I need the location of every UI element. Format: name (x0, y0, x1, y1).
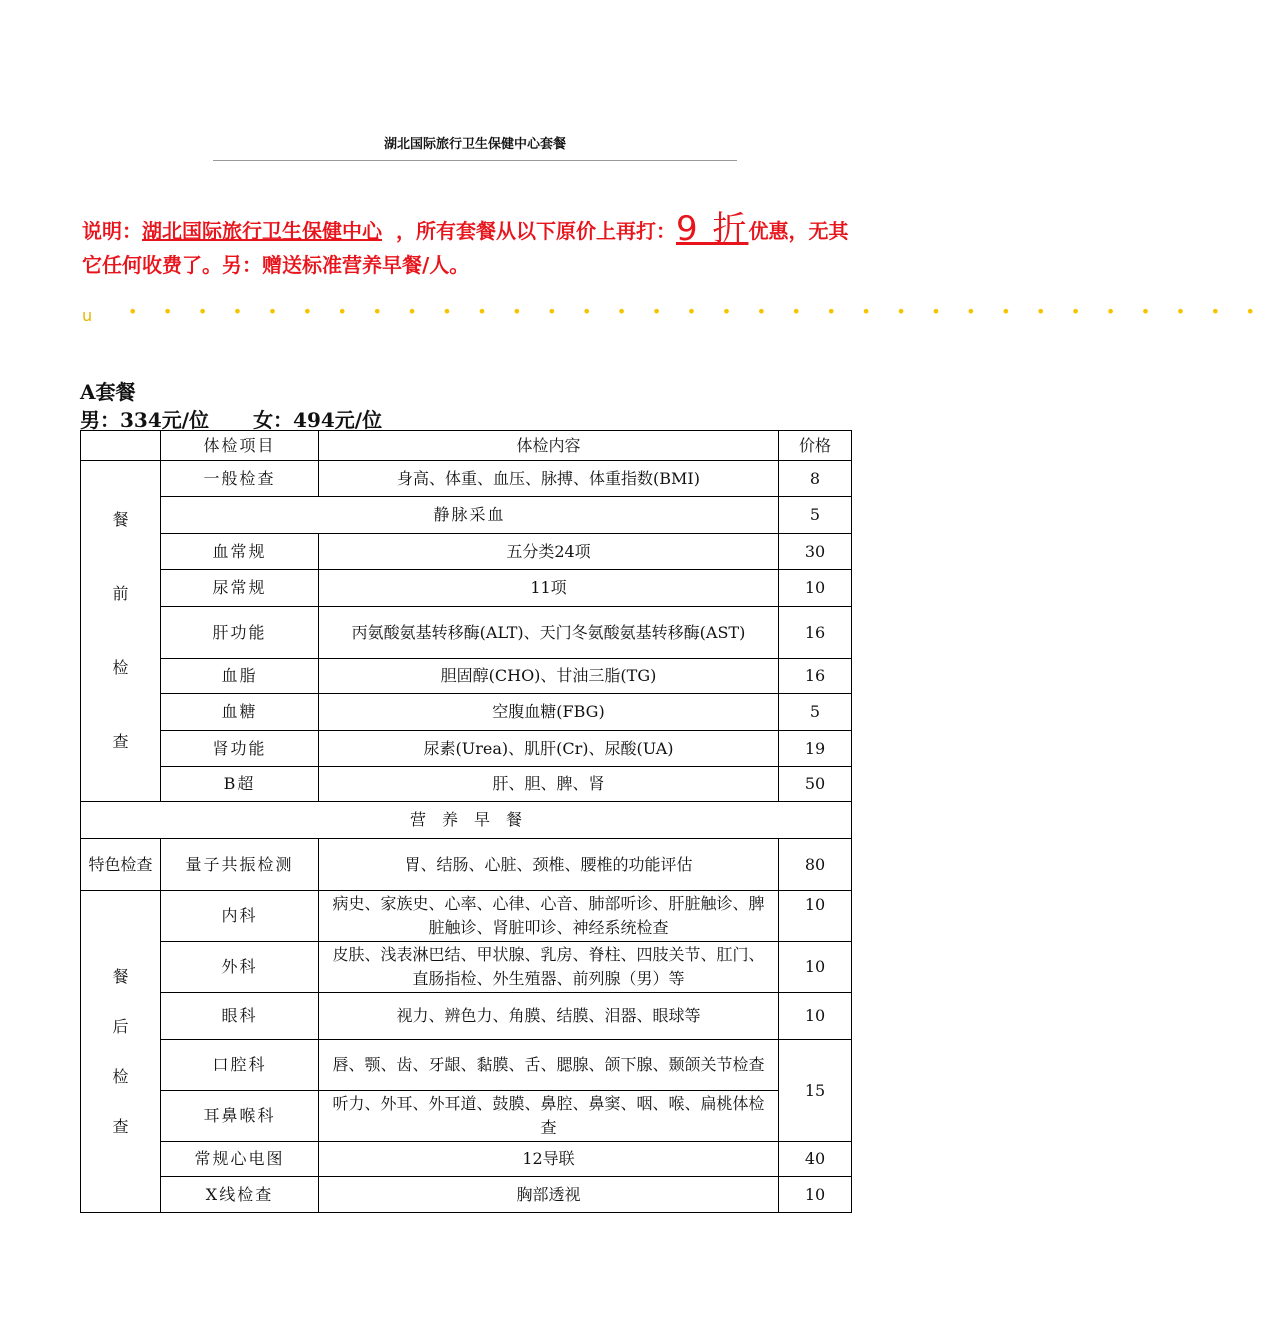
item-price: 8 (779, 461, 852, 497)
table-row (81, 1091, 852, 1142)
item-content: 空腹血糖(FBG) (319, 694, 779, 731)
item-price: 16 (779, 659, 852, 694)
header-item: 体检项目 (161, 431, 319, 461)
item-content: 病史、家族史、心率、心律、心音、肺部听诊、肝脏触诊、脾脏触诊、肾脏叩诊、神经系统检查 (319, 891, 779, 942)
item-content: 尿素(Urea)、肌肝(Cr)、尿酸(UA) (319, 731, 779, 767)
bullet-separator (82, 302, 1265, 330)
item-merged: 静脉采血 (161, 497, 779, 534)
item-content: 12导联 (319, 1142, 779, 1177)
item-name: 尿常规 (161, 570, 319, 607)
item-name: 耳鼻喉科 (161, 1091, 319, 1142)
pre-meal-category: 餐 前 检 查 (81, 461, 161, 802)
item-name: 肾功能 (161, 731, 319, 767)
item-content: 皮肤、浅表淋巴结、甲状腺、乳房、脊柱、四肢关节、肛门、直肠指检、外生殖器、前列腺（男）等 (319, 942, 779, 993)
table-row (81, 461, 852, 497)
table-row (81, 534, 852, 570)
item-price: 10 (779, 570, 852, 607)
item-content: 唇、颚、齿、牙龈、黏膜、舌、腮腺、颌下腺、颞颌关节检查 (319, 1040, 779, 1091)
item-content: 11项 (319, 570, 779, 607)
item-price: 80 (779, 839, 852, 891)
notice-suffix: 优惠，无其 (748, 219, 849, 243)
item-name: 口腔科 (161, 1040, 319, 1091)
header-price: 价格 (779, 431, 852, 461)
post-meal-category: 餐 后 检 查 (81, 891, 161, 1213)
discount-value: 9 折 (676, 209, 749, 249)
table-row (81, 731, 852, 767)
table-row (81, 891, 852, 942)
table-row (81, 659, 852, 694)
table-row (81, 767, 852, 802)
header-category (81, 431, 161, 461)
item-price: 10 (779, 1177, 852, 1213)
bullet-dots: • • • • • • • • • • • • • • • • • • • • • • • • • • • • • • • • • (128, 302, 1265, 321)
female-price: 女：494元/位 (253, 408, 383, 432)
item-content: 肝、胆、脾、肾 (319, 767, 779, 802)
item-name: 外科 (161, 942, 319, 993)
package-title: A套餐 (80, 380, 136, 404)
item-content: 胸部透视 (319, 1177, 779, 1213)
item-name: 常规心电图 (161, 1142, 319, 1177)
table-row (81, 497, 852, 534)
item-price: 30 (779, 534, 852, 570)
table-row (81, 607, 852, 659)
table-header-row (81, 431, 852, 461)
table-row (81, 993, 852, 1040)
item-price: 5 (779, 694, 852, 731)
notice-middle: ，所有套餐从以下原价上再打： (396, 219, 676, 243)
item-price: 10 (779, 942, 852, 993)
bullet-marker: u (82, 306, 93, 325)
item-name: 血糖 (161, 694, 319, 731)
item-content: 视力、辨色力、角膜、结膜、泪器、眼球等 (319, 993, 779, 1040)
table-row (81, 1177, 852, 1213)
item-name: 血常规 (161, 534, 319, 570)
notice-org: 湖北国际旅行卫生保健中心 (142, 219, 382, 243)
special-row (81, 839, 852, 891)
table-row (81, 1040, 852, 1091)
item-price: 50 (779, 767, 852, 802)
item-name: B超 (161, 767, 319, 802)
item-price: 5 (779, 497, 852, 534)
notice-prefix: 说明： (82, 219, 142, 243)
item-content: 身高、体重、血压、脉搏、体重指数(BMI) (319, 461, 779, 497)
item-name: 血脂 (161, 659, 319, 694)
table-row (81, 942, 852, 993)
item-name: 量子共振检测 (161, 839, 319, 891)
item-content: 丙氨酸氨基转移酶(ALT)、天门冬氨酸氨基转移酶(AST) (319, 607, 779, 659)
special-category: 特色检查 (81, 839, 161, 891)
exam-table (80, 430, 852, 1213)
item-name: 一般检查 (161, 461, 319, 497)
breakfast-label: 营 养 早 餐 (81, 802, 852, 839)
document-title: 湖北国际旅行卫生保健中心套餐 (383, 137, 566, 152)
notice-paragraph (82, 210, 882, 282)
breakfast-row (81, 802, 852, 839)
item-content: 五分类24项 (319, 534, 779, 570)
item-name: 内科 (161, 891, 319, 942)
item-price: 15 (779, 1040, 852, 1142)
item-price: 10 (779, 993, 852, 1040)
item-name: X线检查 (161, 1177, 319, 1213)
package-prices (80, 404, 382, 433)
table-row (81, 1142, 852, 1177)
item-content: 胆固醇(CHO)、甘油三脂(TG) (319, 659, 779, 694)
item-content: 听力、外耳、外耳道、鼓膜、鼻腔、鼻窦、咽、喉、扁桃体检查 (319, 1091, 779, 1142)
item-content: 胃、结肠、心脏、颈椎、腰椎的功能评估 (319, 839, 779, 891)
header-divider (213, 160, 737, 161)
item-name: 眼科 (161, 993, 319, 1040)
table-row (81, 570, 852, 607)
male-price: 男：334元/位 (80, 408, 210, 432)
notice-line-2: 它任何收费了。另：赠送标准营养早餐/人。 (82, 253, 470, 277)
item-price: 16 (779, 607, 852, 659)
item-name: 肝功能 (161, 607, 319, 659)
header-content: 体检内容 (319, 431, 779, 461)
item-price: 40 (779, 1142, 852, 1177)
table-row (81, 694, 852, 731)
item-price: 19 (779, 731, 852, 767)
item-price: 10 (779, 891, 852, 942)
